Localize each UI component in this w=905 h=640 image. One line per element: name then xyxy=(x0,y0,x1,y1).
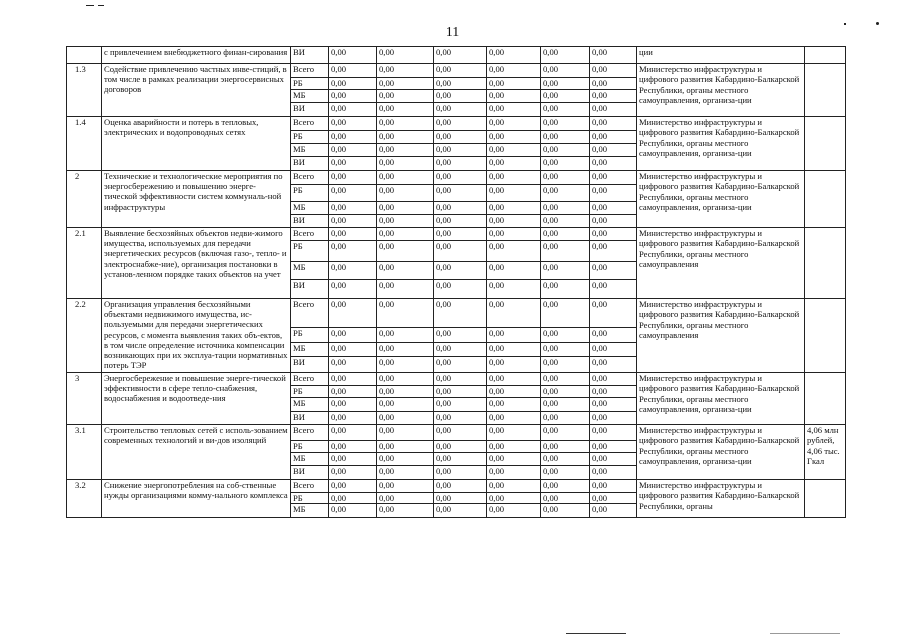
amount-cell: 0,00 xyxy=(541,343,590,357)
scan-mark xyxy=(566,633,626,634)
amount-cell: 0,00 xyxy=(329,373,377,386)
amount-cell: 0,00 xyxy=(377,466,434,480)
amount-cell: 0,00 xyxy=(487,144,541,157)
amount-cell: 0,00 xyxy=(377,228,434,241)
measure-name: Технические и технологические мероприятия по энергосбережению и повышению энерге-тической эффективности систем коммуналь-ной инфраструктуры xyxy=(102,171,291,228)
scan-mark xyxy=(98,5,104,6)
amount-cell: 0,00 xyxy=(487,171,541,185)
measure-name: Выявление бесхозяйных объектов недви-жимого имущества, используемых для передачи энергетических ресурсов (включая газо-, тепло- и электроснабже-ние), организация постановки в установ-ленном порядке таких объектов на учет xyxy=(102,228,291,299)
amount-cell: 0,00 xyxy=(590,357,637,373)
expected-result xyxy=(805,373,846,425)
amount-cell: 0,00 xyxy=(590,64,637,78)
amount-cell: 0,00 xyxy=(541,185,590,202)
amount-cell: 0,00 xyxy=(377,171,434,185)
amount-cell: 0,00 xyxy=(487,357,541,373)
expected-result: 4,06 млн рублей, 4,06 тыс. Гкал xyxy=(805,425,846,480)
expected-result xyxy=(805,480,846,518)
funding-source: ВИ xyxy=(291,215,329,228)
amount-cell: 0,00 xyxy=(377,103,434,117)
measure-name: Организация управления бесхозяйными объектами недвижимого имущества, ис-пользуемыми для передачи энергетических ресурсов, с момента выявления таких объ-ектов, в том числе определение источника компенсации возникающих при их эксплуа-тации нормативных потерь ТЭР xyxy=(102,299,291,373)
funding-source: РБ xyxy=(291,78,329,90)
funding-source: МБ xyxy=(291,262,329,280)
amount-cell: 0,00 xyxy=(329,47,377,64)
amount-cell: 0,00 xyxy=(590,241,637,262)
expected-result xyxy=(805,171,846,228)
amount-cell: 0,00 xyxy=(590,215,637,228)
funding-source: МБ xyxy=(291,144,329,157)
amount-cell: 0,00 xyxy=(590,466,637,480)
amount-cell: 0,00 xyxy=(487,466,541,480)
amount-cell: 0,00 xyxy=(541,241,590,262)
amount-cell: 0,00 xyxy=(329,453,377,466)
amount-cell: 0,00 xyxy=(541,373,590,386)
measure-name: Строительство тепловых сетей с исполь-зованием современных технологий и ви-дов изоляций xyxy=(102,425,291,480)
amount-cell: 0,00 xyxy=(590,103,637,117)
amount-cell: 0,00 xyxy=(541,131,590,144)
amount-cell: 0,00 xyxy=(377,453,434,466)
amount-cell: 0,00 xyxy=(590,131,637,144)
funding-source: Всего xyxy=(291,373,329,386)
amount-cell: 0,00 xyxy=(377,493,434,504)
measure-name: Оценка аварийности и потерь в тепловых, электрических и водопроводных сетях xyxy=(102,117,291,171)
amount-cell: 0,00 xyxy=(541,280,590,299)
responsible-executor: Министерство инфраструктуры и цифрового развития Кабардино-Балкарской Республики, органы местного самоуправления xyxy=(637,299,805,373)
amount-cell: 0,00 xyxy=(377,398,434,412)
amount-cell: 0,00 xyxy=(541,262,590,280)
amount-cell: 0,00 xyxy=(377,357,434,373)
amount-cell: 0,00 xyxy=(487,262,541,280)
item-number: 1.4 xyxy=(67,117,102,171)
amount-cell: 0,00 xyxy=(590,144,637,157)
amount-cell: 0,00 xyxy=(377,280,434,299)
amount-cell: 0,00 xyxy=(329,144,377,157)
amount-cell: 0,00 xyxy=(487,131,541,144)
amount-cell: 0,00 xyxy=(434,343,487,357)
scan-mark xyxy=(770,633,840,634)
amount-cell: 0,00 xyxy=(487,343,541,357)
table-row xyxy=(67,480,846,493)
amount-cell: 0,00 xyxy=(329,157,377,171)
amount-cell: 0,00 xyxy=(434,425,487,441)
funding-source: Всего xyxy=(291,228,329,241)
amount-cell: 0,00 xyxy=(377,299,434,328)
amount-cell: 0,00 xyxy=(590,262,637,280)
amount-cell: 0,00 xyxy=(329,466,377,480)
amount-cell: 0,00 xyxy=(487,493,541,504)
amount-cell: 0,00 xyxy=(541,78,590,90)
amount-cell: 0,00 xyxy=(434,280,487,299)
amount-cell: 0,00 xyxy=(329,215,377,228)
amount-cell: 0,00 xyxy=(329,185,377,202)
amount-cell: 0,00 xyxy=(487,215,541,228)
expected-result xyxy=(805,47,846,64)
funding-source: РБ xyxy=(291,328,329,343)
amount-cell: 0,00 xyxy=(329,90,377,103)
table-row xyxy=(67,171,846,185)
responsible-executor: Министерство инфраструктуры и цифрового развития Кабардино-Балкарской Республики, органы местного самоуправления xyxy=(637,228,805,299)
amount-cell: 0,00 xyxy=(434,117,487,131)
amount-cell: 0,00 xyxy=(377,412,434,425)
responsible-executor: Министерство инфраструктуры и цифрового развития Кабардино-Балкарской Республики, органы местного самоуправления, организа-ции xyxy=(637,64,805,117)
amount-cell: 0,00 xyxy=(590,299,637,328)
item-number: 2.1 xyxy=(67,228,102,299)
funding-source: ВИ xyxy=(291,357,329,373)
amount-cell: 0,00 xyxy=(541,412,590,425)
amount-cell: 0,00 xyxy=(329,103,377,117)
amount-cell: 0,00 xyxy=(541,157,590,171)
amount-cell: 0,00 xyxy=(541,493,590,504)
amount-cell: 0,00 xyxy=(541,47,590,64)
amount-cell: 0,00 xyxy=(541,441,590,453)
amount-cell: 0,00 xyxy=(434,493,487,504)
amount-cell: 0,00 xyxy=(541,299,590,328)
amount-cell: 0,00 xyxy=(377,47,434,64)
amount-cell: 0,00 xyxy=(590,493,637,504)
amount-cell: 0,00 xyxy=(590,202,637,215)
amount-cell: 0,00 xyxy=(590,480,637,493)
amount-cell: 0,00 xyxy=(590,78,637,90)
funding-source: ВИ xyxy=(291,103,329,117)
amount-cell: 0,00 xyxy=(329,78,377,90)
amount-cell: 0,00 xyxy=(487,78,541,90)
amount-cell: 0,00 xyxy=(329,425,377,441)
amount-cell: 0,00 xyxy=(541,425,590,441)
amount-cell: 0,00 xyxy=(329,117,377,131)
funding-source: Всего xyxy=(291,117,329,131)
amount-cell: 0,00 xyxy=(541,357,590,373)
amount-cell: 0,00 xyxy=(377,241,434,262)
amount-cell: 0,00 xyxy=(434,228,487,241)
amount-cell: 0,00 xyxy=(434,504,487,518)
amount-cell: 0,00 xyxy=(487,386,541,398)
amount-cell: 0,00 xyxy=(590,412,637,425)
amount-cell: 0,00 xyxy=(487,64,541,78)
amount-cell: 0,00 xyxy=(541,90,590,103)
table-row xyxy=(67,117,846,131)
amount-cell: 0,00 xyxy=(541,202,590,215)
program-table xyxy=(66,46,846,518)
amount-cell: 0,00 xyxy=(434,202,487,215)
amount-cell: 0,00 xyxy=(377,343,434,357)
amount-cell: 0,00 xyxy=(487,241,541,262)
funding-source: МБ xyxy=(291,90,329,103)
amount-cell: 0,00 xyxy=(377,90,434,103)
amount-cell: 0,00 xyxy=(329,299,377,328)
amount-cell: 0,00 xyxy=(434,299,487,328)
responsible-executor: Министерство инфраструктуры и цифрового развития Кабардино-Балкарской Республики, органы местного самоуправления, организа-ции xyxy=(637,425,805,480)
table-row xyxy=(67,64,846,78)
amount-cell: 0,00 xyxy=(590,386,637,398)
amount-cell: 0,00 xyxy=(377,78,434,90)
funding-source: РБ xyxy=(291,493,329,504)
amount-cell: 0,00 xyxy=(487,412,541,425)
amount-cell: 0,00 xyxy=(434,466,487,480)
amount-cell: 0,00 xyxy=(434,185,487,202)
amount-cell: 0,00 xyxy=(541,171,590,185)
item-number: 1.3 xyxy=(67,64,102,117)
amount-cell: 0,00 xyxy=(487,228,541,241)
amount-cell: 0,00 xyxy=(434,480,487,493)
amount-cell: 0,00 xyxy=(487,425,541,441)
funding-source: Всего xyxy=(291,171,329,185)
amount-cell: 0,00 xyxy=(487,480,541,493)
amount-cell: 0,00 xyxy=(487,373,541,386)
table-row xyxy=(67,425,846,441)
amount-cell: 0,00 xyxy=(541,228,590,241)
amount-cell: 0,00 xyxy=(434,412,487,425)
amount-cell: 0,00 xyxy=(329,262,377,280)
amount-cell: 0,00 xyxy=(434,131,487,144)
scan-mark xyxy=(876,22,879,25)
table-row xyxy=(67,47,846,64)
amount-cell: 0,00 xyxy=(377,480,434,493)
amount-cell: 0,00 xyxy=(541,103,590,117)
amount-cell: 0,00 xyxy=(541,386,590,398)
amount-cell: 0,00 xyxy=(377,144,434,157)
amount-cell: 0,00 xyxy=(329,228,377,241)
amount-cell: 0,00 xyxy=(329,64,377,78)
amount-cell: 0,00 xyxy=(541,466,590,480)
responsible-executor: Министерство инфраструктуры и цифрового развития Кабардино-Балкарской Республики, органы местного самоуправления, организа-ции xyxy=(637,117,805,171)
measure-name: Снижение энергопотребления на соб-ственные нужды организациями комму-нального комплекса xyxy=(102,480,291,518)
amount-cell: 0,00 xyxy=(434,78,487,90)
amount-cell: 0,00 xyxy=(541,64,590,78)
amount-cell: 0,00 xyxy=(487,47,541,64)
funding-source: РБ xyxy=(291,241,329,262)
amount-cell: 0,00 xyxy=(434,215,487,228)
amount-cell: 0,00 xyxy=(434,357,487,373)
table-row xyxy=(67,228,846,241)
amount-cell: 0,00 xyxy=(434,47,487,64)
item-number: 3.1 xyxy=(67,425,102,480)
amount-cell: 0,00 xyxy=(590,185,637,202)
amount-cell: 0,00 xyxy=(377,425,434,441)
amount-cell: 0,00 xyxy=(329,131,377,144)
amount-cell: 0,00 xyxy=(541,398,590,412)
amount-cell: 0,00 xyxy=(487,328,541,343)
item-number: 3 xyxy=(67,373,102,425)
amount-cell: 0,00 xyxy=(434,90,487,103)
amount-cell: 0,00 xyxy=(434,171,487,185)
amount-cell: 0,00 xyxy=(541,144,590,157)
page-number: 11 xyxy=(445,25,460,40)
funding-source: МБ xyxy=(291,202,329,215)
amount-cell: 0,00 xyxy=(590,90,637,103)
amount-cell: 0,00 xyxy=(377,328,434,343)
scan-mark xyxy=(844,23,846,25)
amount-cell: 0,00 xyxy=(434,453,487,466)
amount-cell: 0,00 xyxy=(377,386,434,398)
amount-cell: 0,00 xyxy=(590,171,637,185)
amount-cell: 0,00 xyxy=(541,453,590,466)
amount-cell: 0,00 xyxy=(590,328,637,343)
scan-mark xyxy=(86,5,94,6)
funding-source: ВИ xyxy=(291,466,329,480)
table-row xyxy=(67,299,846,328)
funding-source: РБ xyxy=(291,386,329,398)
amount-cell: 0,00 xyxy=(541,117,590,131)
item-number xyxy=(67,47,102,64)
amount-cell: 0,00 xyxy=(434,144,487,157)
amount-cell: 0,00 xyxy=(329,480,377,493)
amount-cell: 0,00 xyxy=(487,280,541,299)
measure-name: Содействие привлечению частных инве-стиций, в том числе в рамках реализации энергосервисных договоров xyxy=(102,64,291,117)
item-number: 2.2 xyxy=(67,299,102,373)
expected-result xyxy=(805,64,846,117)
item-number: 3.2 xyxy=(67,480,102,518)
amount-cell: 0,00 xyxy=(329,202,377,215)
amount-cell: 0,00 xyxy=(329,328,377,343)
amount-cell: 0,00 xyxy=(377,117,434,131)
amount-cell: 0,00 xyxy=(329,241,377,262)
amount-cell: 0,00 xyxy=(541,504,590,518)
amount-cell: 0,00 xyxy=(541,328,590,343)
amount-cell: 0,00 xyxy=(377,441,434,453)
expected-result xyxy=(805,117,846,171)
funding-source: Всего xyxy=(291,299,329,328)
amount-cell: 0,00 xyxy=(590,398,637,412)
amount-cell: 0,00 xyxy=(434,398,487,412)
amount-cell: 0,00 xyxy=(329,171,377,185)
funding-source: МБ xyxy=(291,398,329,412)
amount-cell: 0,00 xyxy=(377,131,434,144)
amount-cell: 0,00 xyxy=(329,398,377,412)
amount-cell: 0,00 xyxy=(541,215,590,228)
expected-result xyxy=(805,299,846,373)
amount-cell: 0,00 xyxy=(487,117,541,131)
amount-cell: 0,00 xyxy=(590,47,637,64)
responsible-executor: Министерство инфраструктуры и цифрового развития Кабардино-Балкарской Республики, органы местного самоуправления, организа-ции xyxy=(637,171,805,228)
amount-cell: 0,00 xyxy=(434,241,487,262)
amount-cell: 0,00 xyxy=(487,202,541,215)
amount-cell: 0,00 xyxy=(377,262,434,280)
amount-cell: 0,00 xyxy=(434,373,487,386)
funding-source: Всего xyxy=(291,64,329,78)
amount-cell: 0,00 xyxy=(487,453,541,466)
funding-source: МБ xyxy=(291,343,329,357)
funding-source: Всего xyxy=(291,480,329,493)
amount-cell: 0,00 xyxy=(329,412,377,425)
responsible-executor: ции xyxy=(637,47,805,64)
amount-cell: 0,00 xyxy=(329,386,377,398)
amount-cell: 0,00 xyxy=(590,441,637,453)
amount-cell: 0,00 xyxy=(487,504,541,518)
measure-name: Энергосбережение и повышение энерге-тической эффективности в сфере тепло-снабжения, водоснабжения и водоотведе-ния xyxy=(102,373,291,425)
funding-source: МБ xyxy=(291,453,329,466)
funding-source: МБ xyxy=(291,504,329,518)
amount-cell: 0,00 xyxy=(377,185,434,202)
amount-cell: 0,00 xyxy=(487,441,541,453)
funding-source: ВИ xyxy=(291,157,329,171)
funding-source: Всего xyxy=(291,425,329,441)
amount-cell: 0,00 xyxy=(434,386,487,398)
amount-cell: 0,00 xyxy=(487,103,541,117)
amount-cell: 0,00 xyxy=(377,64,434,78)
amount-cell: 0,00 xyxy=(434,157,487,171)
table-row xyxy=(67,373,846,386)
amount-cell: 0,00 xyxy=(377,373,434,386)
amount-cell: 0,00 xyxy=(329,280,377,299)
amount-cell: 0,00 xyxy=(590,157,637,171)
amount-cell: 0,00 xyxy=(329,493,377,504)
funding-source: РБ xyxy=(291,441,329,453)
amount-cell: 0,00 xyxy=(377,157,434,171)
amount-cell: 0,00 xyxy=(590,453,637,466)
amount-cell: 0,00 xyxy=(377,504,434,518)
amount-cell: 0,00 xyxy=(329,504,377,518)
amount-cell: 0,00 xyxy=(434,103,487,117)
measure-name: с привлечением внебюджетного финан-сирования xyxy=(102,47,291,64)
amount-cell: 0,00 xyxy=(590,504,637,518)
amount-cell: 0,00 xyxy=(590,280,637,299)
amount-cell: 0,00 xyxy=(487,90,541,103)
amount-cell: 0,00 xyxy=(590,425,637,441)
amount-cell: 0,00 xyxy=(590,343,637,357)
amount-cell: 0,00 xyxy=(434,441,487,453)
amount-cell: 0,00 xyxy=(434,64,487,78)
expected-result xyxy=(805,228,846,299)
funding-source: ВИ xyxy=(291,280,329,299)
amount-cell: 0,00 xyxy=(377,215,434,228)
amount-cell: 0,00 xyxy=(590,117,637,131)
funding-source: ВИ xyxy=(291,412,329,425)
amount-cell: 0,00 xyxy=(590,373,637,386)
amount-cell: 0,00 xyxy=(590,228,637,241)
amount-cell: 0,00 xyxy=(329,343,377,357)
amount-cell: 0,00 xyxy=(487,398,541,412)
funding-source: РБ xyxy=(291,131,329,144)
funding-source: ВИ xyxy=(291,47,329,64)
amount-cell: 0,00 xyxy=(377,202,434,215)
amount-cell: 0,00 xyxy=(434,262,487,280)
amount-cell: 0,00 xyxy=(329,357,377,373)
responsible-executor: Министерство инфраструктуры и цифрового развития Кабардино-Балкарской Республики, органы местного самоуправления, организа-ции xyxy=(637,373,805,425)
responsible-executor: Министерство инфраструктуры и цифрового развития Кабардино-Балкарской Республики, органы xyxy=(637,480,805,518)
funding-source: РБ xyxy=(291,185,329,202)
amount-cell: 0,00 xyxy=(541,480,590,493)
item-number: 2 xyxy=(67,171,102,228)
amount-cell: 0,00 xyxy=(329,441,377,453)
amount-cell: 0,00 xyxy=(434,328,487,343)
amount-cell: 0,00 xyxy=(487,157,541,171)
amount-cell: 0,00 xyxy=(487,185,541,202)
amount-cell: 0,00 xyxy=(487,299,541,328)
